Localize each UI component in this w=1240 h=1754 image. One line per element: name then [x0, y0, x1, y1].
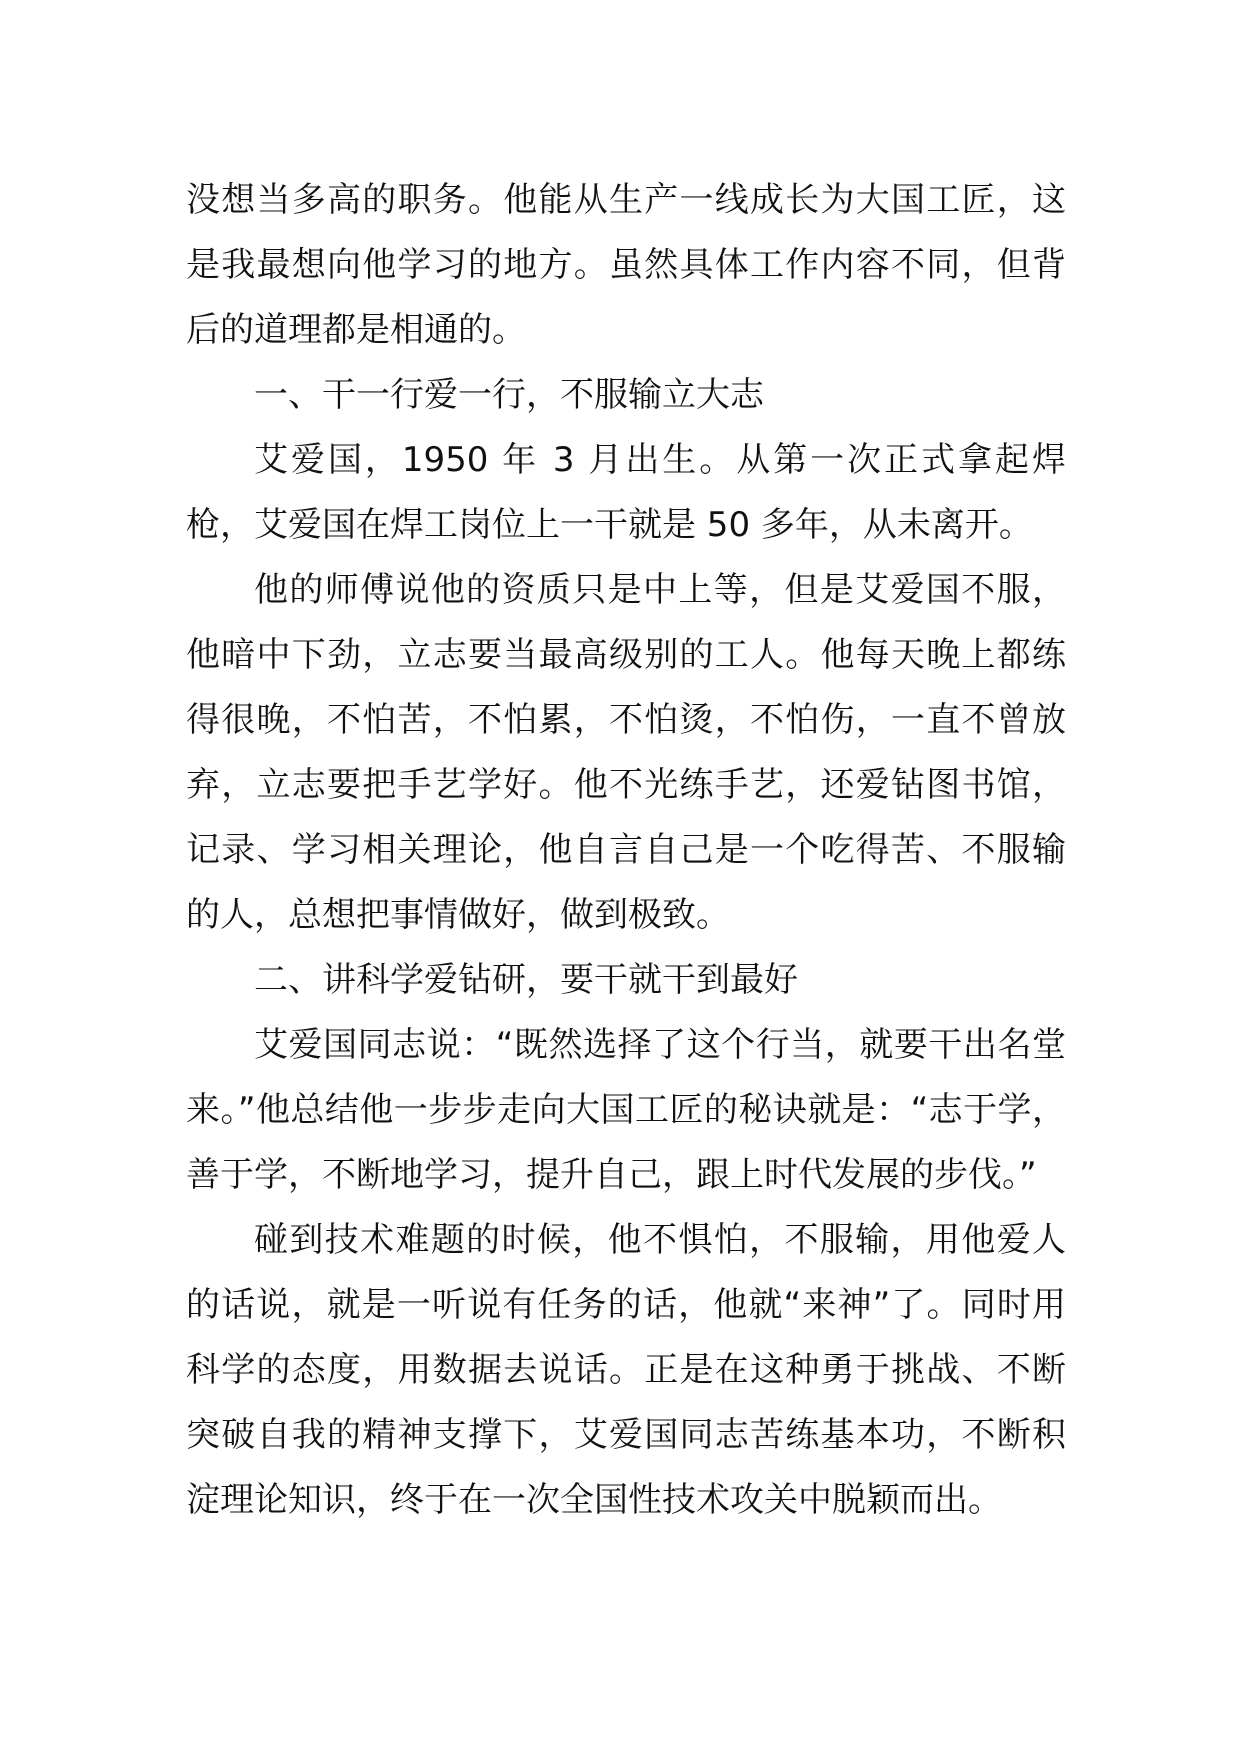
section-heading-1: 一、干一行爱一行，不服输立大志 [254, 375, 764, 415]
section-heading-2: 二、讲科学爱钻研，要干就干到最好 [254, 960, 798, 1000]
paragraph-master: 他的师傅说他的资质只是中上等，但是艾爱国不服，他暗中下劲，立志要当最高级别的工人。他每天晚上都练得很晚，不怕苦，不怕累，不怕烫，不怕伤，一直不曾放弃，立志要把手艺学好。他不光练手艺，还爱钻图书馆，记录、学习相关理论，他自言自己是一个吃得苦、不服输的人，总想把事情做好，做到极致。 [186, 570, 1066, 935]
paragraph-birth: 艾爱国，1950 年 3 月出生。从第一次正式拿起焊枪，艾爱国在焊工岗位上一干就是 50 多年，从未离开。 [186, 440, 1066, 545]
paragraph-continuation: 没想当多高的职务。他能从生产一线成长为大国工匠，这是我最想向他学习的地方。虽然具体工作内容不同，但背后的道理都是相通的。 [186, 180, 1066, 350]
document-body [186, 168, 1066, 1533]
paragraph-challenge: 碰到技术难题的时候，他不惧怕，不服输，用他爱人的话说，就是一听说有任务的话，他就“来神”了。同时用科学的态度，用数据去说话。正是在这种勇于挑战、不断突破自我的精神支撑下，艾爱国同志苦练基本功，不断积淀理论知识，终于在一次全国性技术攻关中脱颖而出。 [186, 1220, 1066, 1520]
paragraph-quote: 艾爱国同志说：“既然选择了这个行当，就要干出名堂来。”他总结他一步步走向大国工匠的秘诀就是：“志于学，善于学，不断地学习，提升自己，跟上时代发展的步伐。” [186, 1025, 1066, 1195]
